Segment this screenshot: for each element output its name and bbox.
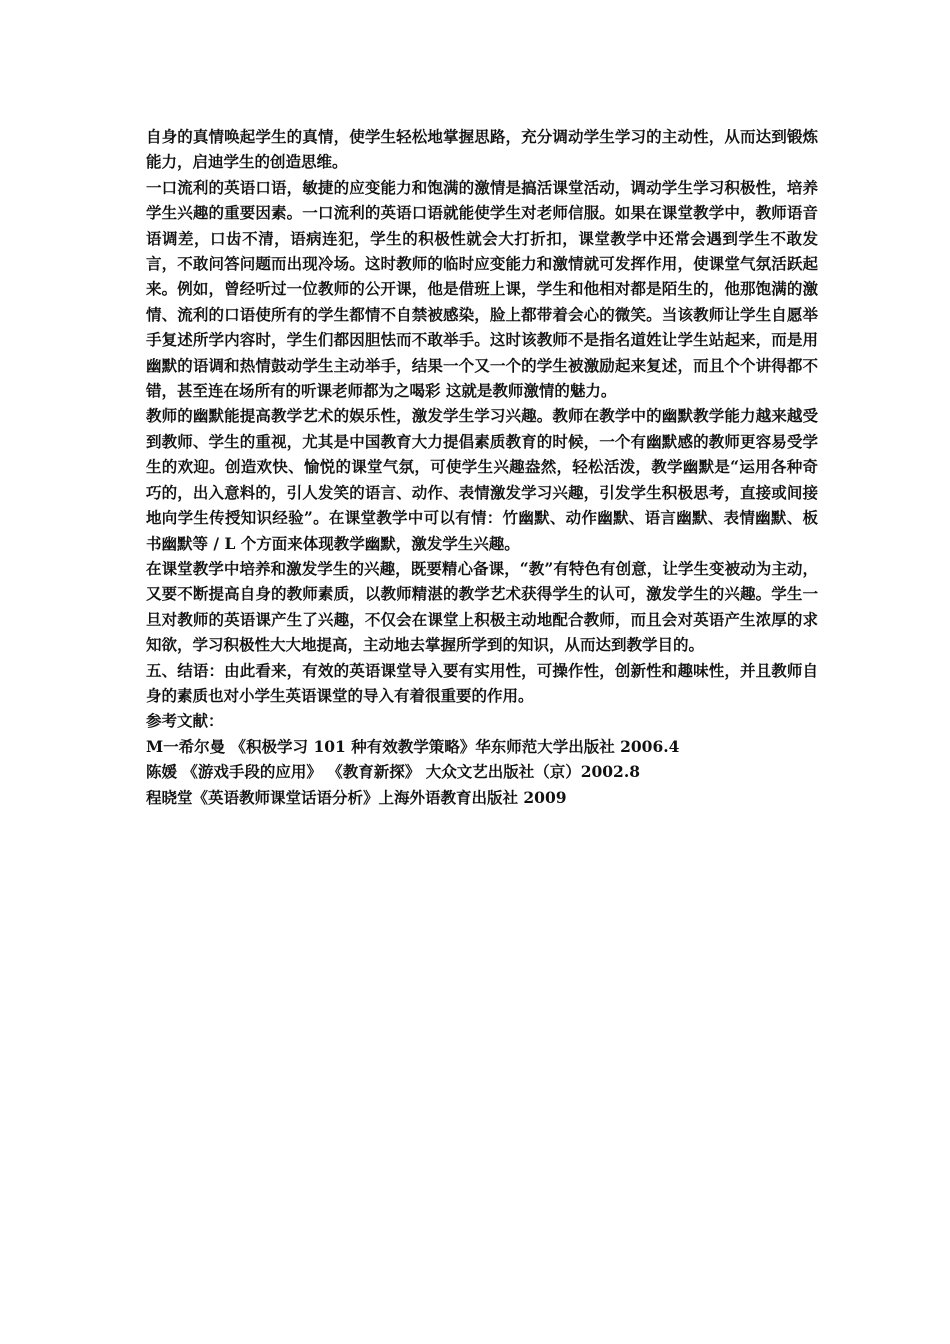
paragraph-intro-continuation: 自身的真情唤起学生的真情，使学生轻松地掌握思路，充分调动学生学习的主动性，从而达到锻炼能力，启迪学生的创造思维。 bbox=[146, 127, 818, 172]
reference-item: M一希尔曼 《积极学习 101 种有效教学策略》华东师范大学出版社 2006.4 bbox=[146, 736, 680, 756]
paragraph-conclusion: 五、结语：由此看来，有效的英语课堂导入要有实用性，可操作性，创新性和趣味性，并且教师自身的素质也对小学生英语课堂的导入有着很重要的作用。 bbox=[146, 660, 818, 705]
paragraph-oral-english: 一口流利的英语口语，敏捷的应变能力和饱满的激情是搞活课堂活动，调动学生学习积极性，培养学生兴趣的重要因素。一口流利的英语口语就能使学生对老师信服。如果在课堂教学中，教师语音语调差，口齿不清，语病连犯，学生的积极性就会大打折扣，课堂教学中还常会遇到学生不敢发言，不敢问答问题而出现冷场。这时教师的临时应变能力和激情就可发挥作用，使课堂气氛活跃起来。例如，曾经听过一位教师的公开课，他是借班上课，学生和他相对都是陌生的，他那饱满的激情、流利的口语使所有的学生都情不自禁被感染，脸上都带着会心的微笑。当该教师让学生自愿举手复述所学内容时，学生们都因胆怯而不敢举手。这时该教师不是指名道姓让学生站起来，而是用幽默的语调和热情鼓动学生主动举手，结果一个又一个的学生被激励起来复述，而且个个讲得都不错，甚至连在场所有的听课老师都为之喝彩 这就是教师激情的魅力。 bbox=[146, 177, 818, 401]
reference-item: 程晓堂《英语教师课堂话语分析》上海外语教育出版社 2009 bbox=[146, 787, 567, 807]
reference-item: 陈媛 《游戏手段的应用》 《教育新探》 大众文艺出版社（京）2002.8 bbox=[146, 762, 641, 782]
references-heading: 参考文献： bbox=[146, 711, 224, 731]
paragraph-humor: 教师的幽默能提高教学艺术的娱乐性，激发学生学习兴趣。教师在教学中的幽默教学能力越来越受到教师、学生的重视，尤其是中国教育大力提倡素质教育的时候，一个有幽默感的教师更容易受学生的欢迎。创造欢快、愉悦的课堂气氛，可使学生兴趣盎然，轻松活泼，教学幽默是“运用各种奇巧的，出入意料的，引人发笑的语言、动作、表情激发学习兴趣，引发学生积极思考，直接或间接地向学生传授知识经验”。在课堂教学中可以有情：竹幽默、动作幽默、语言幽默、表情幽默、板书幽默等 / L 个方面来体现教学幽默，激发学生兴趣。 bbox=[146, 406, 818, 553]
references-list bbox=[146, 734, 818, 810]
paragraph-interest: 在课堂教学中培养和激发学生的兴趣，既要精心备课，“教”有特色有创意，让学生变被动为主动，又要不断提高自身的教师素质，以教师精湛的教学艺术获得学生的认可，激发学生的兴趣。学生一旦对教师的英语课产生了兴趣，不仅会在课堂上积极主动地配合教师，而且会对英语产生浓厚的求知欲，学习积极性大大地提高，主动地去掌握所学到的知识，从而达到教学目的。 bbox=[146, 558, 818, 655]
document-body bbox=[146, 124, 818, 810]
